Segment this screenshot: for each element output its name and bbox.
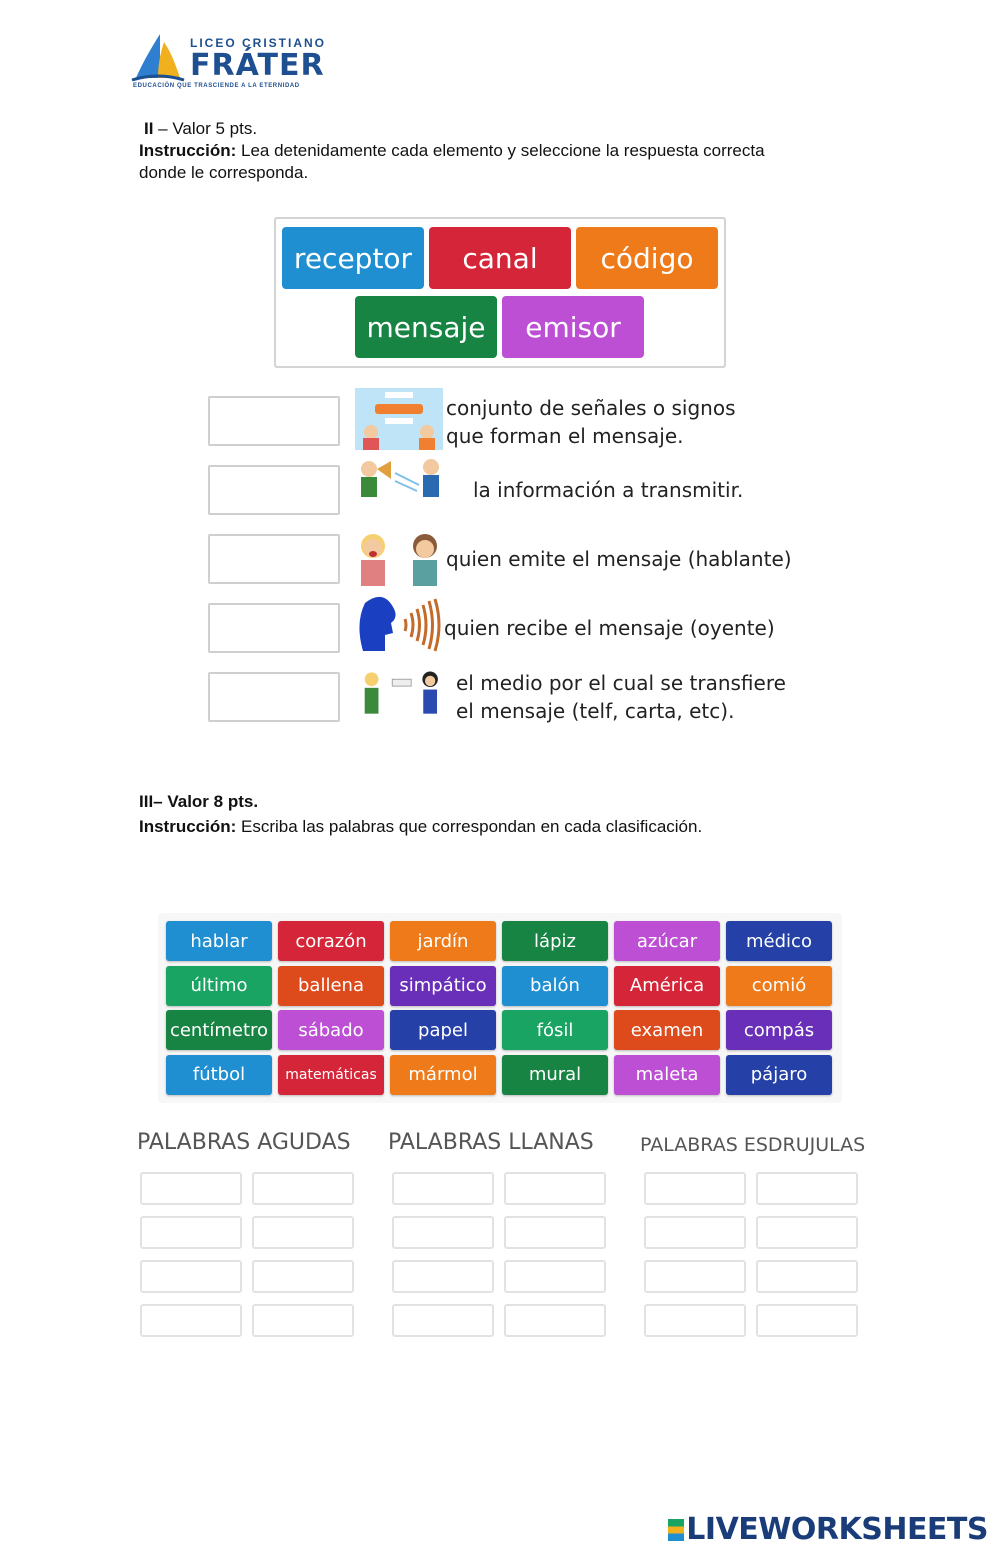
word-tile[interactable]: jardín: [390, 921, 496, 961]
sender-illustration-icon: [355, 524, 445, 586]
word-tile[interactable]: corazón: [278, 921, 384, 961]
answer-slot[interactable]: [392, 1172, 494, 1205]
definition-code-line1: conjunto de señales o signos: [446, 396, 736, 420]
word-tile[interactable]: comió: [726, 966, 832, 1006]
instruction-text: Escriba las palabras que correspondan en cada clasificación.: [236, 817, 703, 836]
definition-channel-line1: el medio por el cual se transfiere: [456, 671, 786, 695]
school-name: FRÁTER: [190, 48, 325, 83]
footer-brand: [668, 1512, 988, 1547]
answer-box-5[interactable]: [208, 672, 340, 722]
answer-box-4[interactable]: [208, 603, 340, 653]
tile-receptor[interactable]: receptor: [282, 227, 424, 289]
answer-slot[interactable]: [392, 1216, 494, 1249]
word-tile[interactable]: sábado: [278, 1010, 384, 1050]
word-tile[interactable]: mármol: [390, 1055, 496, 1095]
answer-box-1[interactable]: [208, 396, 340, 446]
tile-canal[interactable]: canal: [429, 227, 571, 289]
word-tile[interactable]: simpático: [390, 966, 496, 1006]
word-tile[interactable]: pájaro: [726, 1055, 832, 1095]
definition-channel-line2: el mensaje (telf, carta, etc).: [456, 699, 735, 723]
answer-slot[interactable]: [756, 1260, 858, 1293]
word-tile[interactable]: mural: [502, 1055, 608, 1095]
tile-codigo[interactable]: código: [576, 227, 718, 289]
section2-number: II: [144, 119, 154, 138]
school-prefix: LICEO CRISTIANO: [190, 36, 327, 50]
section3-heading: III– Valor 8 pts.: [139, 792, 259, 811]
section2-instruction-cont: donde le corresponda.: [139, 163, 309, 182]
answer-slot[interactable]: [504, 1304, 606, 1337]
word-tile[interactable]: matemáticas: [278, 1055, 384, 1095]
category-llanas: PALABRAS LLANAS: [388, 1130, 594, 1155]
school-logo: [130, 30, 350, 96]
answer-slot[interactable]: [756, 1216, 858, 1249]
category-esdrujulas: PALABRAS ESDRUJULAS: [640, 1134, 866, 1156]
answer-slot[interactable]: [504, 1216, 606, 1249]
answer-box-2[interactable]: [208, 465, 340, 515]
answer-slot[interactable]: [392, 1304, 494, 1337]
section3-instruction: [139, 816, 702, 838]
word-tile[interactable]: examen: [614, 1010, 720, 1050]
answer-slot[interactable]: [140, 1172, 242, 1205]
word-tile[interactable]: fútbol: [166, 1055, 272, 1095]
word-tile[interactable]: balón: [502, 966, 608, 1006]
answer-slot[interactable]: [644, 1172, 746, 1205]
answer-box-3[interactable]: [208, 534, 340, 584]
word-tile[interactable]: América: [614, 966, 720, 1006]
definition-sender: quien emite el mensaje (hablante): [446, 547, 792, 571]
answer-slot[interactable]: [644, 1216, 746, 1249]
tile-mensaje[interactable]: mensaje: [355, 296, 497, 358]
section2-heading: [144, 118, 257, 140]
answer-slot[interactable]: [140, 1260, 242, 1293]
tile-emisor[interactable]: emisor: [502, 296, 644, 358]
answer-slot[interactable]: [252, 1304, 354, 1337]
word-tile[interactable]: lápiz: [502, 921, 608, 961]
answer-slot[interactable]: [252, 1260, 354, 1293]
definition-code: [446, 394, 736, 450]
answer-slot[interactable]: [504, 1172, 606, 1205]
category-agudas: PALABRAS AGUDAS: [137, 1130, 351, 1155]
instruction-text: Lea detenidamente cada elemento y seleccione la respuesta correcta: [236, 141, 765, 160]
definition-channel: [456, 669, 786, 725]
word-tile[interactable]: azúcar: [614, 921, 720, 961]
answer-slot[interactable]: [756, 1304, 858, 1337]
word-tile[interactable]: fósil: [502, 1010, 608, 1050]
code-illustration-icon: [355, 388, 445, 450]
word-tile[interactable]: último: [166, 966, 272, 1006]
definition-receiver: quien recibe el mensaje (oyente): [444, 616, 775, 640]
channel-illustration-icon: [355, 662, 445, 724]
answer-slot[interactable]: [140, 1304, 242, 1337]
answer-slot[interactable]: [252, 1172, 354, 1205]
answer-slot[interactable]: [644, 1260, 746, 1293]
message-illustration-icon: [355, 455, 445, 517]
receiver-illustration-icon: [355, 593, 445, 655]
answer-slot[interactable]: [252, 1216, 354, 1249]
school-motto: EDUCACIÓN QUE TRASCIENDE A LA ETERNIDAD: [133, 83, 300, 89]
instruction-label: Instrucción:: [139, 817, 237, 836]
answer-slot[interactable]: [392, 1260, 494, 1293]
word-tile[interactable]: ballena: [278, 966, 384, 1006]
definition-code-line2: que forman el mensaje.: [446, 424, 684, 448]
word-tile[interactable]: papel: [390, 1010, 496, 1050]
section2-instruction: [139, 140, 765, 162]
answer-slot[interactable]: [140, 1216, 242, 1249]
word-tile[interactable]: compás: [726, 1010, 832, 1050]
instruction-label: Instrucción:: [139, 141, 237, 160]
sail-logo-icon: [130, 32, 186, 82]
word-tile[interactable]: médico: [726, 921, 832, 961]
answer-slot[interactable]: [644, 1304, 746, 1337]
section2-value: – Valor 5 pts.: [153, 119, 258, 138]
word-tile[interactable]: maleta: [614, 1055, 720, 1095]
footer-brand-text: LIVEWORKSHEETS: [686, 1512, 988, 1547]
word-tile-grid: [158, 913, 842, 1103]
liveworksheets-logo-icon: [668, 1519, 684, 1541]
word-tile[interactable]: centímetro: [166, 1010, 272, 1050]
definition-message: la información a transmitir.: [473, 478, 744, 502]
answer-slot[interactable]: [756, 1172, 858, 1205]
word-tile[interactable]: hablar: [166, 921, 272, 961]
answer-slot[interactable]: [504, 1260, 606, 1293]
concept-tiles-card: [274, 217, 726, 368]
